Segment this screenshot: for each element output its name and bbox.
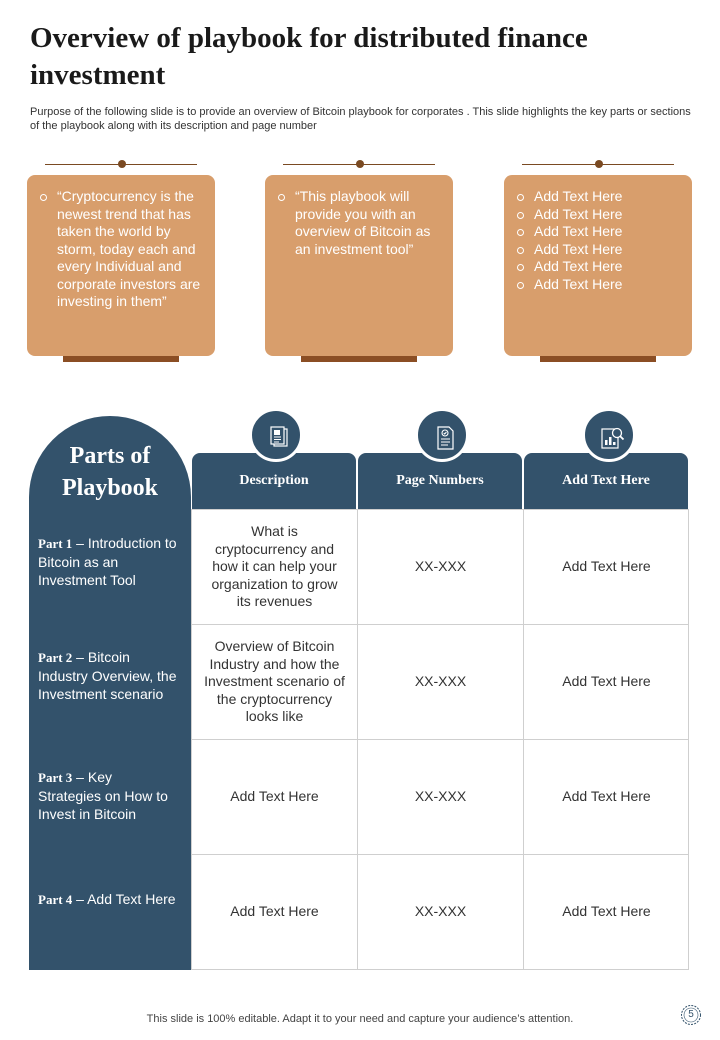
part-number: Part 4 [38,892,73,907]
card-base [540,356,656,362]
part-number: Part 1 [38,536,73,551]
card-divider-dot [356,160,364,168]
text-card-3 [504,158,694,368]
documents-icon [249,408,303,462]
card-body [265,175,453,356]
card-bullet: “This playbook will provide you with an overview of Bitcoin as an investment tool” [275,188,441,258]
table-cell-page-number: XX-XXX [357,854,523,969]
footer-note: This slide is 100% editable. Adapt it to your need and capture your audience’s attention. [146,1013,574,1025]
part-label-2 [38,648,178,703]
page-subtitle: Purpose of the following slide is to provide an overview of Bitcoin playbook for corporates . This slide highlights the key parts or sections of the playbook along with its description and page number [30,106,691,132]
table-cell-description: Add Text Here [191,739,357,854]
column-header-description: Description [192,453,356,509]
part-text: – Bitcoin Industry Overview, the Investment scenario [38,649,177,702]
parts-title: Parts of Playbook [61,443,159,501]
table-cell-page-number: XX-XXX [357,509,523,624]
table-cell-page-number: XX-XXX [357,739,523,854]
card-bullet: Add Text Here [514,258,680,276]
table-cell-description: Overview of Bitcoin Industry and how the Investment scenario of the cryptocurrency looks like [191,624,357,739]
report-magnifier-icon [582,408,636,462]
table-cell-extra: Add Text Here [523,509,689,624]
table-cell-page-number: XX-XXX [357,624,523,739]
part-text: – Introduction to Bitcoin as an Investment Tool [38,535,177,588]
table-cell-extra: Add Text Here [523,854,689,969]
table-cell-description: Add Text Here [191,854,357,969]
quote-card-2 [265,158,455,368]
part-number: Part 2 [38,650,73,665]
page-title: Overview of playbook for distributed finance investment [30,22,588,91]
part-number: Part 3 [38,770,73,785]
table-cell-extra: Add Text Here [523,624,689,739]
playbook-table [191,509,689,970]
card-bullet: “Cryptocurrency is the newest trend that has taken the world by storm, today each and every Individual and corporate investors are investing in them” [37,188,203,311]
part-label-3 [38,768,178,823]
card-base [301,356,417,362]
table-cell-extra: Add Text Here [523,739,689,854]
quote-card-1 [27,158,217,368]
card-bullet: Add Text Here [514,223,680,241]
card-base [63,356,179,362]
part-text: – Add Text Here [72,891,176,907]
card-body [27,175,215,356]
part-label-1 [38,534,178,589]
page-number: 5 [688,1009,694,1020]
column-header-page-numbers: Page Numbers [358,453,522,509]
column-header-add-text: Add Text Here [524,453,688,509]
table-cell-description: What is cryptocurrency and how it can help your organization to grow its revenues [191,509,357,624]
card-divider-dot [118,160,126,168]
card-body [504,175,692,356]
card-bullet: Add Text Here [514,188,680,206]
card-divider-dot [595,160,603,168]
part-label-4 [38,890,178,909]
part-text: – Key Strategies on How to Invest in Bitcoin [38,769,168,822]
card-bullet: Add Text Here [514,241,680,259]
checklist-document-icon [415,408,469,462]
card-bullet: Add Text Here [514,276,680,294]
card-bullet: Add Text Here [514,206,680,224]
